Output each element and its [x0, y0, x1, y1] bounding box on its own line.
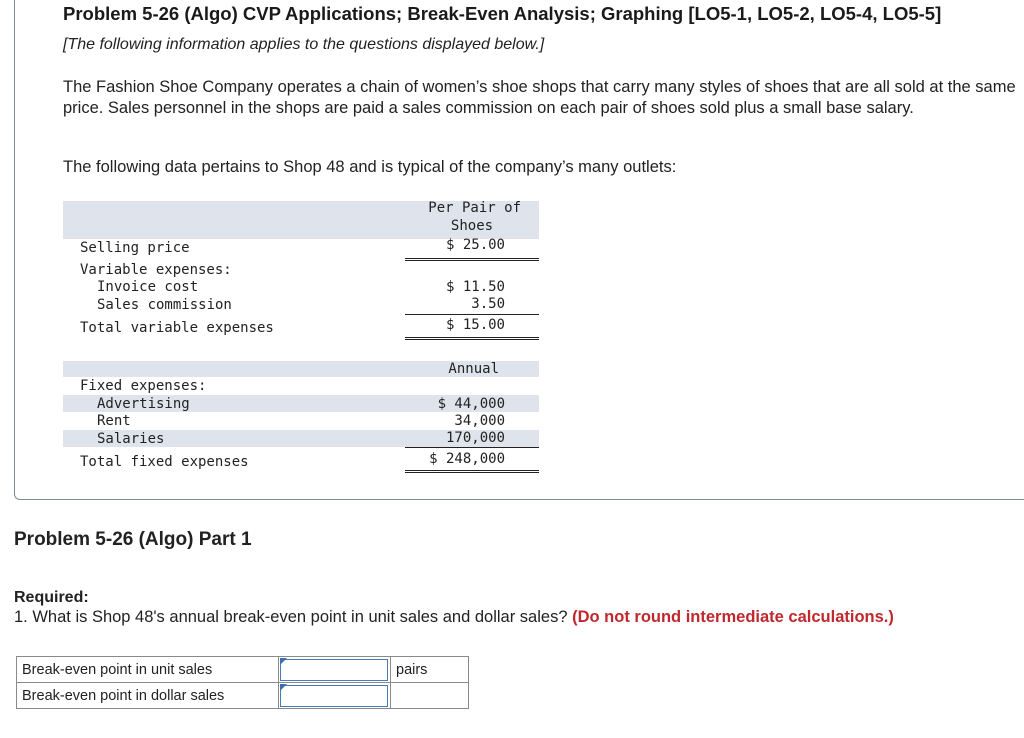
underline	[405, 314, 539, 315]
dollar-sales-unit	[391, 683, 469, 709]
dollar-sales-label: Break-even point in dollar sales	[17, 683, 279, 709]
flag-icon	[280, 684, 287, 691]
fixed-expenses-label: Fixed expenses:	[80, 378, 207, 394]
sales-commission-value: 3.50	[471, 296, 505, 312]
data-intro: The following data pertains to Shop 48 and is typical of the company’s many outlets:	[63, 158, 677, 176]
selling-price-value: $ 25.00	[445, 237, 505, 253]
problem-title: Problem 5-26 (Algo) CVP Applications; Break-Even Analysis; Graphing [LO5-1, LO5-2, LO5-4, LO5-5]	[63, 3, 942, 24]
annual-header: Annual	[448, 361, 499, 377]
required-label: Required:	[14, 589, 89, 606]
variable-expenses-label: Variable expenses:	[80, 262, 232, 278]
rent-label: Rent	[97, 413, 131, 429]
table-row	[17, 683, 469, 709]
underline	[405, 447, 539, 448]
total-variable-label: Total variable expenses	[80, 320, 274, 336]
double-underline	[405, 470, 539, 473]
rounding-note: (Do not round intermediate calculations.)	[572, 608, 894, 626]
question-text	[14, 608, 894, 627]
advertising-value: $ 44,000	[437, 396, 505, 412]
unit-sales-unit: pairs	[391, 657, 469, 683]
total-fixed-label: Total fixed expenses	[80, 454, 249, 470]
unit-sales-input[interactable]	[280, 659, 388, 681]
flag-icon	[280, 658, 287, 665]
advertising-label: Advertising	[97, 396, 190, 412]
invoice-cost-value: $ 11.50	[445, 279, 505, 295]
problem-subtitle: [The following information applies to the questions displayed below.]	[63, 36, 545, 53]
rent-value: 34,000	[454, 413, 505, 429]
answer-table	[16, 656, 469, 709]
total-fixed-value: $ 248,000	[429, 451, 505, 467]
double-underline	[405, 337, 539, 340]
double-underline	[405, 258, 539, 261]
unit-sales-label: Break-even point in unit sales	[17, 657, 279, 683]
salaries-value: 170,000	[445, 430, 505, 446]
table-row	[17, 657, 469, 683]
unit-sales-cell	[279, 657, 391, 683]
dollar-sales-input[interactable]	[280, 685, 388, 707]
intro-paragraph: The Fashion Shoe Company operates a chain of women’s shoe shops that carry many styles of shoes that are all sold at the same price. Sales personnel in the shops are paid a sales commission on each pair of shoes sold plus a small base salary.	[63, 78, 1016, 117]
part-title: Problem 5-26 (Algo) Part 1	[14, 529, 252, 550]
invoice-cost-label: Invoice cost	[97, 279, 199, 295]
question: 1. What is Shop 48's annual break-even point in unit sales and dollar sales?	[14, 608, 568, 626]
total-variable-value: $ 15.00	[445, 317, 505, 333]
per-pair-header-2: Shoes	[450, 218, 494, 234]
salaries-label: Salaries	[97, 431, 165, 447]
per-pair-header-1: Per Pair of	[428, 200, 521, 216]
selling-price-label: Selling price	[80, 240, 190, 256]
dollar-sales-cell	[279, 683, 391, 709]
sales-commission-label: Sales commission	[97, 297, 232, 313]
